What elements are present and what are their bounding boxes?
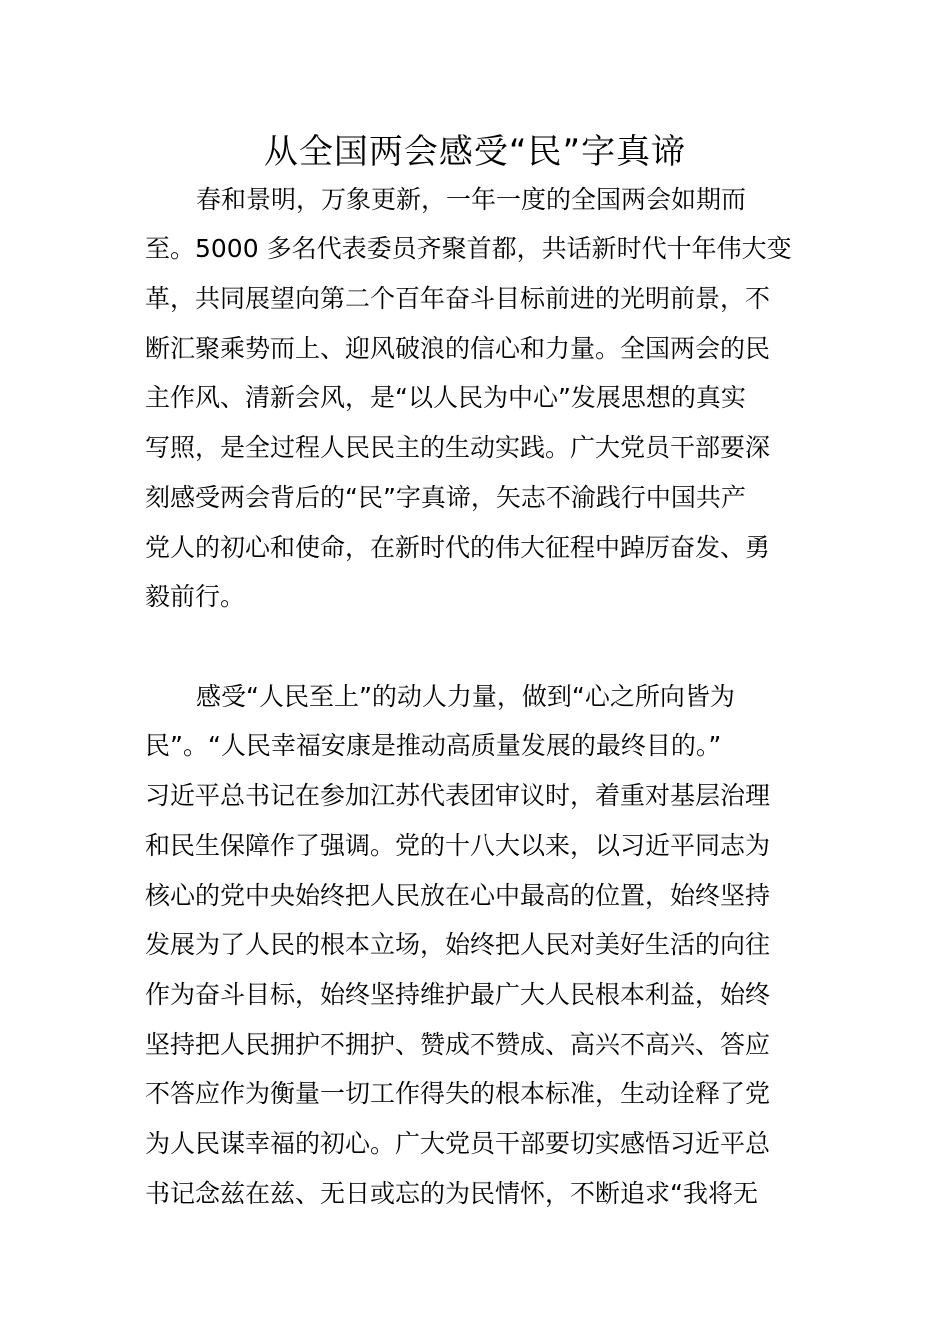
paragraph-1-line-1: 春和景明，万象更新，一年一度的全国两会如期而 [196, 185, 747, 214]
paragraph-2-line-9: 不答应作为衡量一切工作得失的根本标准，生动诠释了党 [145, 1079, 771, 1108]
paragraph-1-line-2: 至。5000 多名代表委员齐聚首都，共话新时代十年伟大变 [145, 234, 792, 263]
paragraph-1-line-6: 写照，是全过程人民民主的生动实践。广大党员干部要深 [145, 433, 771, 462]
paragraph-1-line-7: 刻感受两会背后的“民”字真谛，矢志不渝践行中国共产 [145, 483, 746, 512]
paragraph-2-line-5: 核心的党中央始终把人民放在心中最高的位置，始终坚持 [145, 881, 771, 910]
paragraph-1-line-3: 革，共同展望向第二个百年奋斗目标前进的光明前景，不 [145, 284, 771, 313]
paragraph-2-line-3: 习近平总书记在参加江苏代表团审议时，着重对基层治理 [145, 781, 771, 810]
paragraph-1-line-5: 主作风、清新会风，是“以人民为中心”发展思想的真实 [145, 383, 746, 412]
paragraph-1-line-9: 毅前行。 [145, 582, 246, 611]
paragraph-2-line-8: 坚持把人民拥护不拥护、赞成不赞成、高兴不高兴、答应 [145, 1030, 771, 1059]
document-title: 从全国两会感受“民”字真谛 [263, 132, 687, 172]
paragraph-2-line-6: 发展为了人民的根本立场，始终把人民对美好生活的向往 [145, 930, 771, 959]
paragraph-2-line-4: 和民生保障作了强调。党的十八大以来，以习近平同志为 [145, 831, 771, 860]
paragraph-2-line-11: 书记念兹在兹、无日或忘的为民情怀，不断追求“我将无 [145, 1179, 758, 1208]
paragraph-2-line-10: 为人民谋幸福的初心。广大党员干部要切实感悟习近平总 [145, 1129, 771, 1158]
paragraph-2-line-1: 感受“人民至上”的动人力量，做到“心之所向皆为 [196, 682, 735, 711]
paragraph-1-line-8: 党人的初心和使命，在新时代的伟大征程中踔厉奋发、勇 [145, 533, 771, 562]
paragraph-2-line-2: 民”。“人民幸福安康是推动高质量发展的最终目的。” [145, 731, 722, 760]
paragraph-2-line-7: 作为奋斗目标，始终坚持维护最广大人民根本利益，始终 [145, 980, 771, 1009]
paragraph-1-line-4: 断汇聚乘势而上、迎风破浪的信心和力量。全国两会的民 [145, 334, 771, 363]
